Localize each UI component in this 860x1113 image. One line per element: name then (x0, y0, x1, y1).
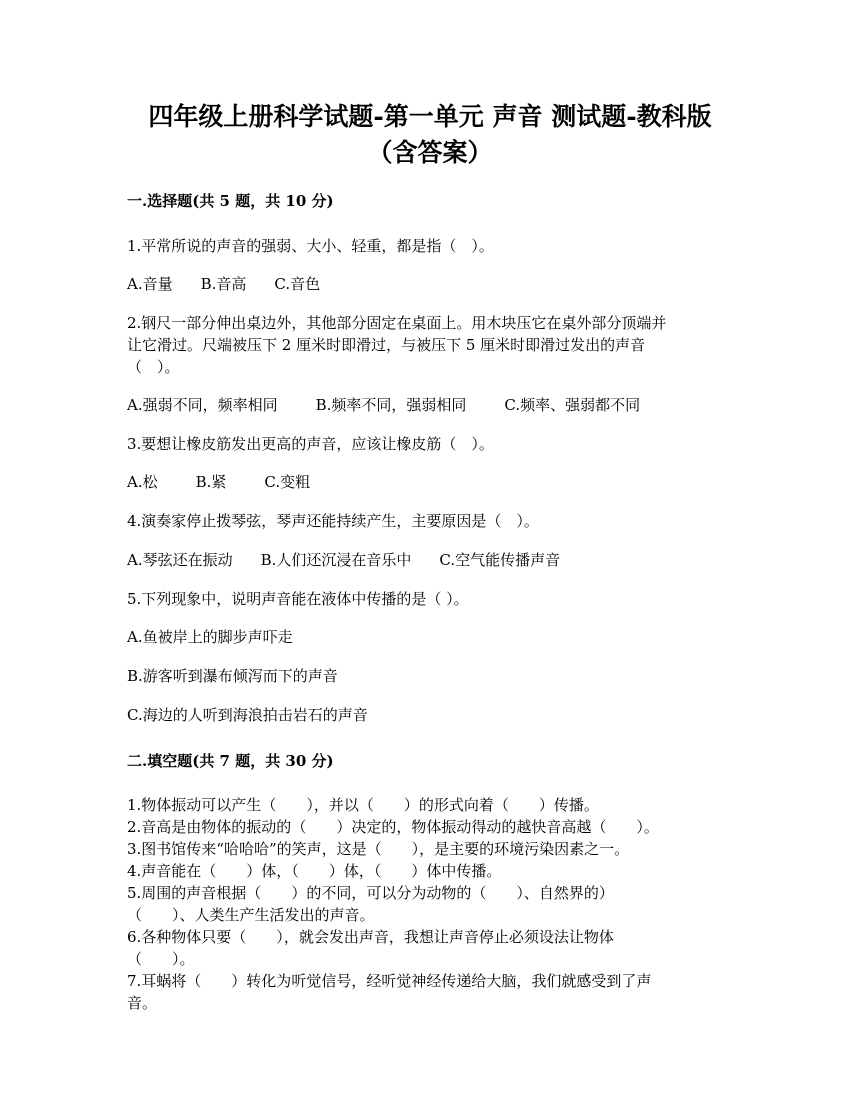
question-3-option-c: C.变粗 (264, 473, 311, 491)
question-4-option-a: A.琴弦还在振动 (127, 551, 233, 569)
section-heading-multiple-choice: 一.选择题(共 5 题，共 10 分) (127, 192, 334, 210)
blank-question-6-line-1: 6.各种物体只要（ ），就会发出声音，我想让声音停止必须设法让物体 (127, 928, 614, 946)
question-1-option-c: C.音色 (274, 275, 321, 293)
question-5-stem: 5.下列现象中，说明声音能在液体中传播的是（ ）。 (127, 590, 469, 608)
question-4-option-c: C.空气能传播声音 (439, 551, 561, 569)
question-5-option-a: A.鱼被岸上的脚步声吓走 (127, 628, 293, 646)
question-3-options (127, 472, 310, 492)
question-4-stem: 4.演奏家停止拨琴弦，琴声还能持续产生，主要原因是（ ）。 (127, 512, 539, 530)
blank-question-2: 2.音高是由物体的振动的（ ）决定的，物体振动得动的越快音高越（ ）。 (127, 818, 659, 836)
blank-question-3: 3.图书馆传来“哈哈哈”的笑声，这是（ ），是主要的环境污染因素之一。 (127, 840, 630, 858)
section-heading-fill-in-blanks: 二.填空题(共 7 题，共 30 分) (127, 752, 334, 770)
question-5-option-c: C.海边的人听到海浪拍击岩石的声音 (127, 706, 368, 724)
question-4-options (127, 550, 560, 570)
question-3-option-a: A.松 (127, 473, 158, 491)
question-2-stem-line-3: （ ）。 (127, 358, 180, 376)
blank-question-5-line-1: 5.周围的声音根据（ ）的不同，可以分为动物的（ ）、自然界的） (127, 884, 614, 902)
question-2-option-b: B.频率不同，强弱相同 (315, 396, 467, 414)
blank-question-6-line-2: （ ）。 (127, 950, 195, 968)
blank-question-7-line-2: 音。 (127, 994, 158, 1012)
document-title-line-1: 四年级上册科学试题-第一单元 声音 测试题-教科版 (148, 102, 712, 131)
question-2-option-c: C.频率、强弱都不同 (504, 396, 641, 414)
question-3-option-b: B.紧 (195, 473, 227, 491)
blank-question-4: 4.声音能在（ ）体，（ ）体，（ ）体中传播。 (127, 862, 502, 880)
question-1-option-b: B.音高 (200, 275, 247, 293)
question-1-options (127, 274, 320, 294)
question-2-options (127, 395, 640, 415)
question-5-option-b: B.游客听到瀑布倾泻而下的声音 (127, 667, 338, 685)
question-4-option-b: B.人们还沉浸在音乐中 (260, 551, 412, 569)
question-2-stem-line-1: 2.钢尺一部分伸出桌边外，其他部分固定在桌面上。用木块压它在桌外部分顶端并 (127, 314, 667, 332)
document-title-line-2: （含答案） (367, 138, 493, 167)
question-2-stem-line-2: 让它滑过。尺端被压下 2 厘米时即滑过，与被压下 5 厘米时即滑过发出的声音 (127, 336, 646, 354)
question-2-option-a: A.强弱不同，频率相同 (127, 396, 278, 414)
blank-question-1: 1.物体振动可以产生（ ），并以（ ）的形式向着（ ）传播。 (127, 796, 599, 814)
question-1-option-a: A.音量 (127, 275, 173, 293)
question-1-stem: 1.平常所说的声音的强弱、大小、轻重，都是指（ ）。 (127, 237, 494, 255)
blank-question-7-line-1: 7.耳蜗将（ ）转化为听觉信号，经听觉神经传递给大脑，我们就感受到了声 (127, 972, 652, 990)
blank-question-5-line-2: （ ）、人类生产生活发出的声音。 (127, 906, 375, 924)
question-3-stem: 3.要想让橡皮筋发出更高的声音，应该让橡皮筋（ ）。 (127, 435, 494, 453)
